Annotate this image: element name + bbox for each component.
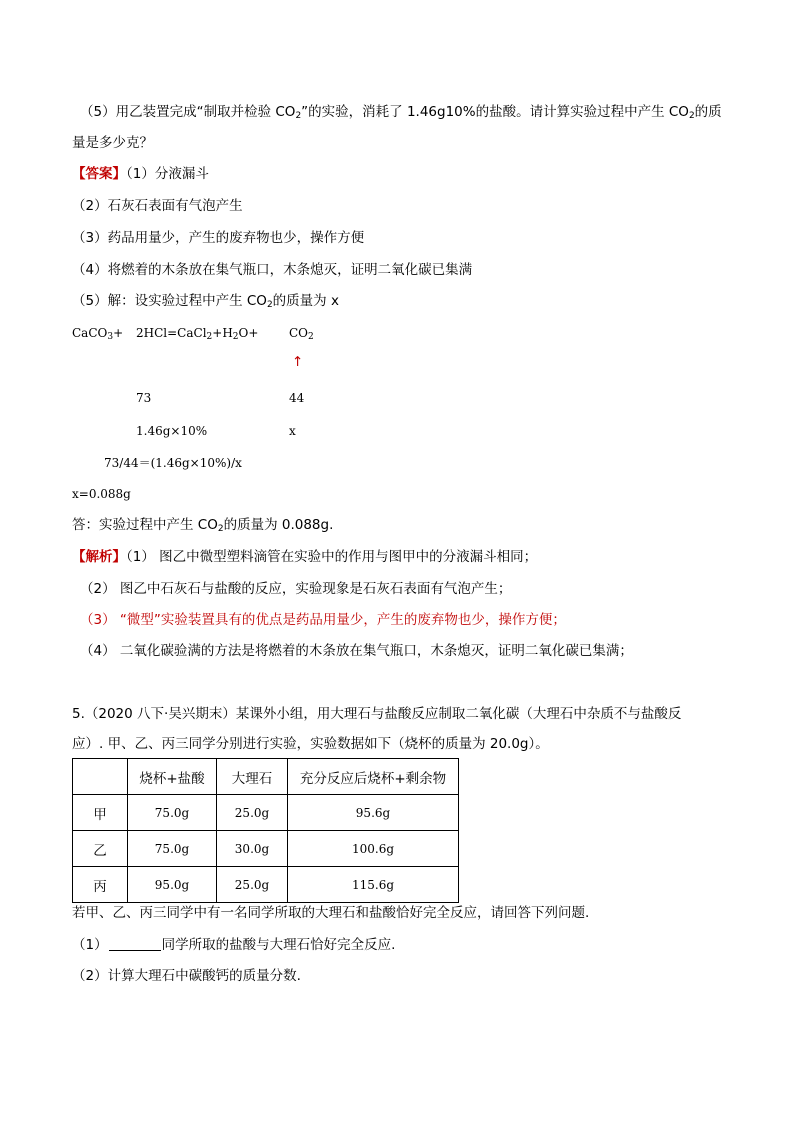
- table-row: [73, 795, 459, 831]
- given-mass: 1.46g×10%: [136, 424, 208, 438]
- table-cell: 95.6g: [288, 795, 459, 831]
- analysis-line-3: （3） “微型”实验装置具有的优点是药品用量少，产生的废弃物也少，操作方便；: [80, 612, 566, 628]
- answer-line-1: 【答案】（1）分液漏斗: [72, 166, 209, 182]
- analysis-line-1: 【解析】（1） 图乙中微型塑料滴管在实验中的作用与图甲中的分液漏斗相同；: [72, 549, 538, 565]
- answer-conclusion: 答：实验过程中产生 $CO_2$的质量为 0.088g.: [72, 517, 334, 534]
- unknown-x: x: [289, 424, 296, 438]
- question-5-line-1: （5）用乙装置完成“制取并检验 $CO_2$”的实验，消耗了 1.46g10%的盐酸。请计算实验过程中产生 $CO_2$的质: [80, 104, 722, 121]
- question-6-line-1: 5.（2020 八下·吴兴期末）某课外小组，用大理石与盐酸反应制取二氧化碳（大理石中杂质不与盐酸反: [72, 706, 682, 722]
- question-6-part-1: （1） 同学所取的盐酸与大理石恰好完全反应.: [72, 937, 396, 953]
- table-row: [73, 831, 459, 867]
- experiment-data-table: [72, 758, 459, 903]
- table-header-cell: [73, 759, 128, 795]
- analysis-tag: 【解析】: [72, 549, 126, 565]
- answer-line-5: （5）解：设实验过程中产生 $CO_2$的质量为 x: [72, 293, 339, 310]
- table-row: [73, 867, 459, 903]
- table-cell: 甲: [73, 795, 128, 831]
- equation-middle: $2HCl=CaCl_2+H_2O+$: [136, 326, 259, 342]
- table-cell: 95.0g: [128, 867, 217, 903]
- ratio-equation: 73/44＝(1.46g×10%)/x: [104, 456, 242, 470]
- equation-reactant-caco3: CaCO$_3$+: [72, 326, 124, 342]
- molar-mass-44: 44: [289, 391, 305, 405]
- table-header-row: [73, 759, 459, 795]
- result-x: x=0.088g: [72, 487, 131, 501]
- question-5-line-2: 量是多少克？: [72, 135, 153, 151]
- answer-blank[interactable]: [109, 937, 161, 951]
- question-6-part-2: （2）计算大理石中碳酸钙的质量分数.: [72, 968, 301, 984]
- question-6-condition: 若甲、乙、丙三同学中有一名同学所取的大理石和盐酸恰好完全反应，请回答下列问题.: [72, 905, 590, 921]
- answer-line-3: （3）药品用量少，产生的废弃物也少，操作方便: [72, 230, 365, 246]
- table-header-cell: 大理石: [217, 759, 288, 795]
- table-cell: 100.6g: [288, 831, 459, 867]
- answer-line-2: （2）石灰石表面有气泡产生: [72, 198, 243, 214]
- gas-arrow-icon: ↑: [292, 354, 304, 370]
- answer-tag: 【答案】: [72, 166, 126, 182]
- equation-product-co2: $CO_2$: [289, 326, 314, 342]
- table-cell: 115.6g: [288, 867, 459, 903]
- molar-mass-73: 73: [136, 391, 152, 405]
- table-cell: 25.0g: [217, 867, 288, 903]
- table-header-cell: 充分反应后烧杯+剩余物: [288, 759, 459, 795]
- analysis-line-2: （2） 图乙中石灰石与盐酸的反应，实验现象是石灰石表面有气泡产生；: [80, 581, 512, 597]
- table-cell: 30.0g: [217, 831, 288, 867]
- table-cell: 25.0g: [217, 795, 288, 831]
- answer-line-4: （4）将燃着的木条放在集气瓶口，木条熄灭，证明二氧化碳已集满: [72, 262, 473, 278]
- table-cell: 丙: [73, 867, 128, 903]
- question-6-line-2: 应）. 甲、乙、丙三同学分别进行实验，实验数据如下（烧杯的质量为 20.0g）。: [72, 736, 549, 752]
- analysis-line-4: （4） 二氧化碳验满的方法是将燃着的木条放在集气瓶口，木条熄灭，证明二氧化碳已集满；: [80, 643, 633, 659]
- table-header-cell: 烧杯+盐酸: [128, 759, 217, 795]
- table-cell: 75.0g: [128, 831, 217, 867]
- table-cell: 75.0g: [128, 795, 217, 831]
- table-cell: 乙: [73, 831, 128, 867]
